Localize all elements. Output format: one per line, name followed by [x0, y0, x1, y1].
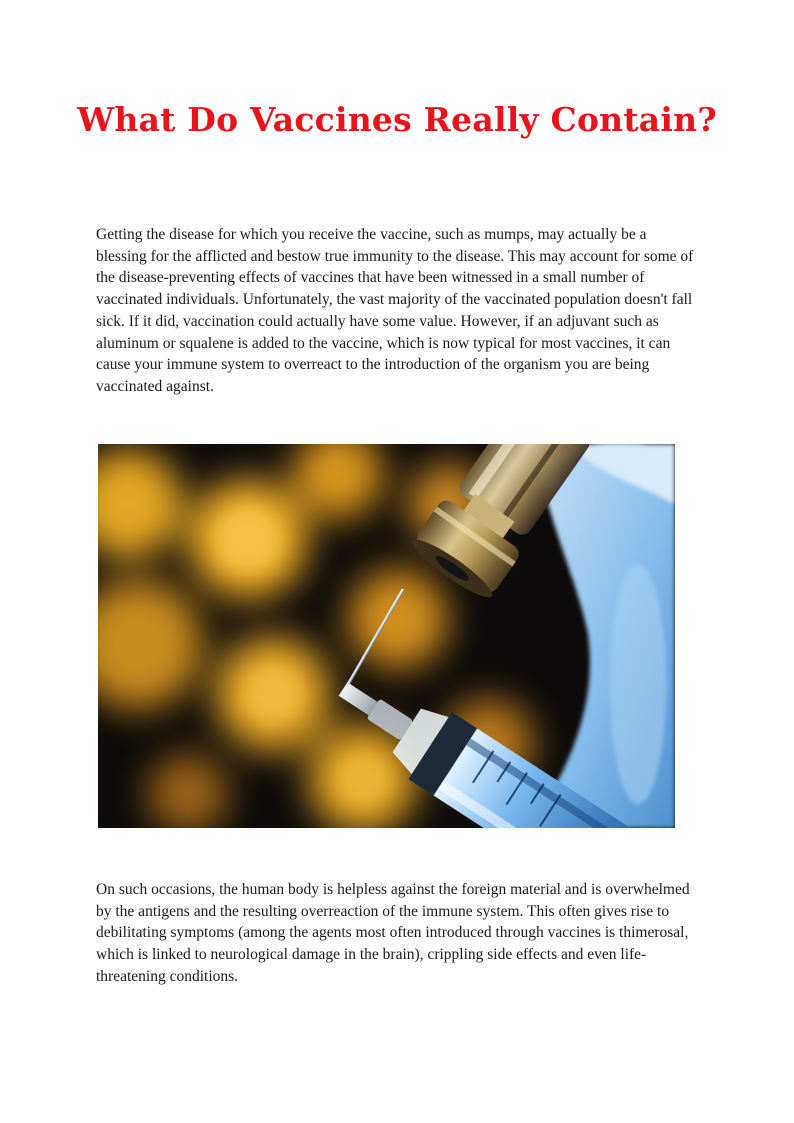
syringe-vial-photo	[98, 444, 675, 828]
body-paragraph-2: On such occasions, the human body is helpless against the foreign material and is overwhelmed by the antigens and the resulting overreaction of the immune system. This often gives rise to debilitating symptoms (among the agents most often introduced through vaccines is thimerosal, which is linked to neurological damage in the brain), crippling side effects and even life-threatening conditions.	[96, 881, 690, 985]
page-title: What Do Vaccines Really Contain?	[77, 100, 717, 139]
body-paragraph-1: Getting the disease for which you receive the vaccine, such as mumps, may actually be a blessing for the afflicted and bestow true immunity to the disease. This may account for some of the disease-preventing effects of vaccines that have been witnessed in a small number of vaccinated individuals. Unfortunately, the vast majority of the vaccinated population doesn't fall sick. If it did, vaccination could actually have some value. However, if an adjuvant such as aluminum or squalene is added to the vaccine, which is now typical for most vaccines, it can cause your immune system to overreact to the introduction of the organism you are being vaccinated against.	[96, 226, 694, 395]
